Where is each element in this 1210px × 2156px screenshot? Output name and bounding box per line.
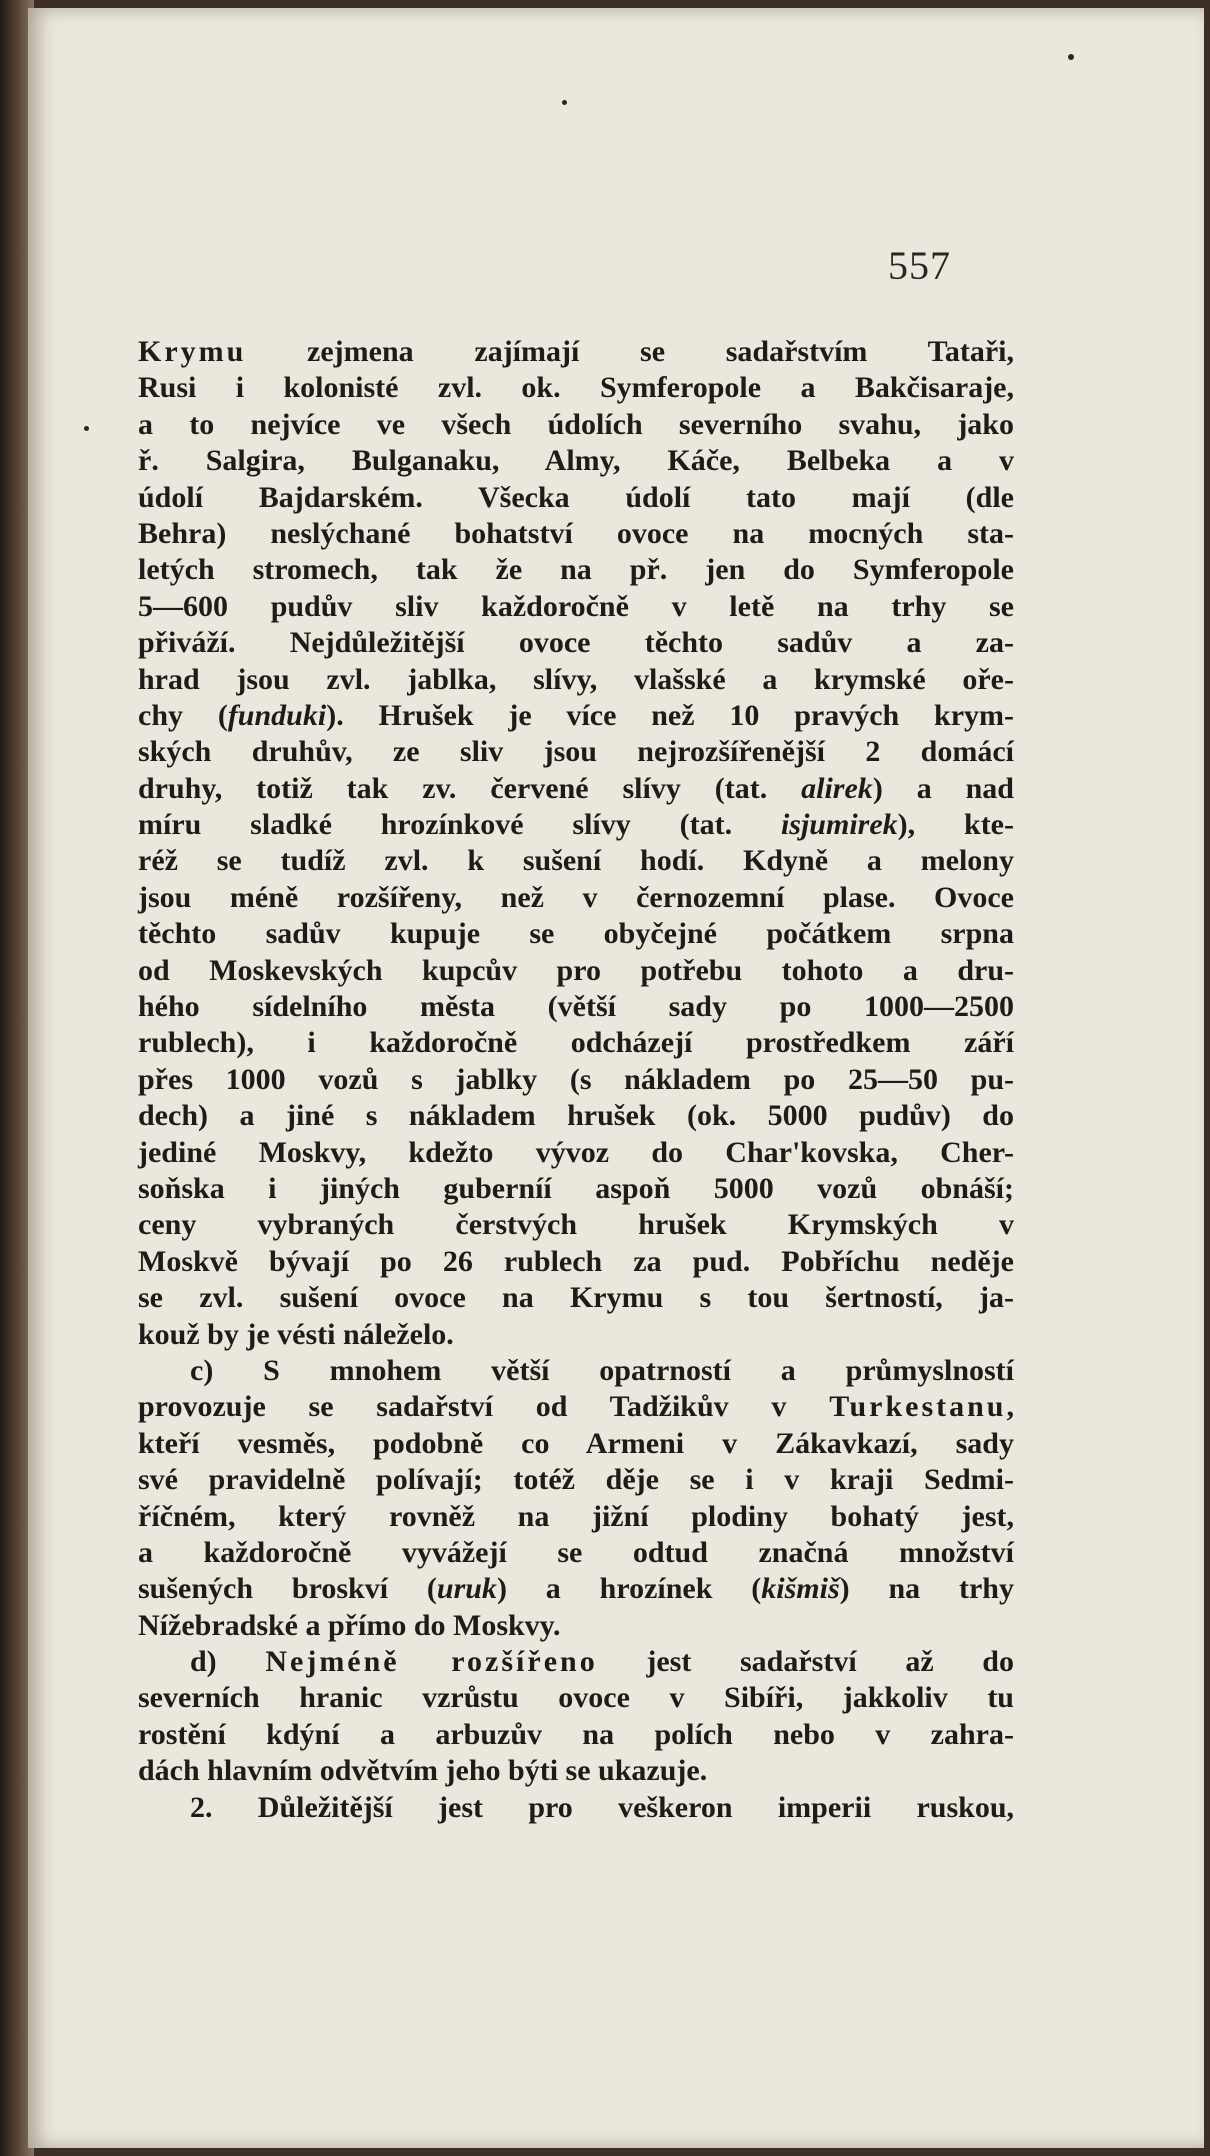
text-line: soňska i jiných guberníí aspoň 5000 vozů obnáší; bbox=[138, 1171, 1014, 1205]
text-line: druhy, totiž tak zv. červené slívy (tat. alirek) a nad bbox=[138, 771, 1014, 805]
text-line: a to nejvíce ve všech údolích severního svahu, jako bbox=[138, 407, 1014, 441]
text-line: provozuje se sadařství od Tadžikův v Turkestanu, bbox=[138, 1390, 1014, 1424]
text-line: ř. Salgira, Bulganaku, Almy, Káče, Belbeka a v bbox=[138, 444, 1014, 478]
text-line: 2. Důležitější jest pro veškeron imperii ruskou, bbox=[190, 1790, 1014, 1824]
text-line: přes 1000 vozů s jablky (s nákladem po 25—50 pu- bbox=[138, 1062, 1014, 1096]
text-line: od Moskevských kupcův pro potřebu tohoto a dru- bbox=[138, 953, 1014, 987]
body-text bbox=[138, 334, 1014, 1826]
text-line: jsou méně rozšířeny, než v černozemní plase. Ovoce bbox=[138, 880, 1014, 914]
text-line: své pravidelně polívají; totéž děje se i v kraji Sedmi- bbox=[138, 1463, 1014, 1497]
text-line: hého sídelního města (větší sady po 1000—2500 bbox=[138, 990, 1014, 1024]
text-line: ceny vybraných čerstvých hrušek Krymských v bbox=[138, 1208, 1014, 1242]
text-line: severních hranic vzrůstu ovoce v Sibíři, jakkoliv tu bbox=[138, 1681, 1014, 1715]
text-line: ských druhův, ze sliv jsou nejrozšířenější 2 domácí bbox=[138, 735, 1014, 769]
text-line: 5—600 pudův sliv každoročně v letě na trhy se bbox=[138, 589, 1014, 623]
text-line: Moskvě bývají po 26 rublech za pud. Pobříchu neděje bbox=[138, 1244, 1014, 1278]
text-line: dech) a jiné s nákladem hrušek (ok. 5000 pudův) do bbox=[138, 1099, 1014, 1133]
text-line: jediné Moskvy, kdežto vývoz do Char'kovska, Cher- bbox=[138, 1135, 1014, 1169]
text-line: a každoročně vyvážejí se odtud značná množství bbox=[138, 1535, 1014, 1569]
text-line: dách hlavním odvětvím jeho býti se ukazuje. bbox=[138, 1754, 708, 1788]
text-line: těchto sadův kupuje se obyčejné počátkem srpna bbox=[138, 917, 1014, 951]
page-number: 557 bbox=[888, 243, 951, 288]
text-line: Behra) neslýchané bohatství ovoce na mocných sta- bbox=[138, 516, 1014, 550]
text-line: kouž by je vésti náleželo. bbox=[138, 1317, 454, 1351]
text-line: přiváží. Nejdůležitější ovoce těchto sadův a za- bbox=[138, 626, 1014, 660]
text-line: letých stromech, tak že na př. jen do Symferopole bbox=[138, 553, 1014, 587]
text-line: c) S mnohem větší opatrností a průmyslností bbox=[190, 1353, 1014, 1387]
text-line: Krymu zejmena zajímají se sadařstvím Tataři, bbox=[138, 335, 1014, 368]
text-line: kteří vesměs, podobně co Armeni v Zákavkazí, sady bbox=[138, 1426, 1014, 1460]
text-line: réž se tudíž zvl. k sušení hodí. Kdyně a melony bbox=[138, 844, 1014, 878]
speck-mark bbox=[1068, 54, 1074, 60]
text-line: se zvl. sušení ovoce na Krymu s tou šertností, ja- bbox=[138, 1281, 1014, 1315]
text-line: rublech), i každoročně odcházejí prostředkem září bbox=[138, 1026, 1014, 1060]
text-line: d) Nejméně rozšířeno jest sadařství až do bbox=[190, 1645, 1014, 1679]
text-line: hrad jsou zvl. jablka, slívy, vlašské a krymské ořе- bbox=[138, 662, 1014, 696]
text-line: sušených broskví (uruk) a hrozínek (kišmiš) na trhy bbox=[138, 1572, 1014, 1606]
text-line: chy (funduki). Hrušek je více než 10 pravých krym- bbox=[138, 698, 1014, 732]
text-line: Rusi i kolonisté zvl. ok. Symferopole a Bakčisaraje, bbox=[138, 371, 1014, 405]
speck-mark bbox=[84, 426, 89, 431]
speck-mark bbox=[562, 100, 567, 105]
book-page bbox=[28, 8, 1204, 2148]
text-line: údolí Bajdarském. Všecka údolí tato mají (dle bbox=[138, 480, 1014, 514]
text-line: rostění kdýní a arbuzův na polích nebo v zahra- bbox=[138, 1717, 1014, 1751]
text-line: říčném, který rovněž na jižní plodiny bohatý jest, bbox=[138, 1499, 1014, 1533]
text-line: míru sladké hrozínkové slívy (tat. isjumirek), kte- bbox=[138, 808, 1014, 842]
text-line: Nížebradské a přímo do Moskvy. bbox=[138, 1608, 561, 1642]
